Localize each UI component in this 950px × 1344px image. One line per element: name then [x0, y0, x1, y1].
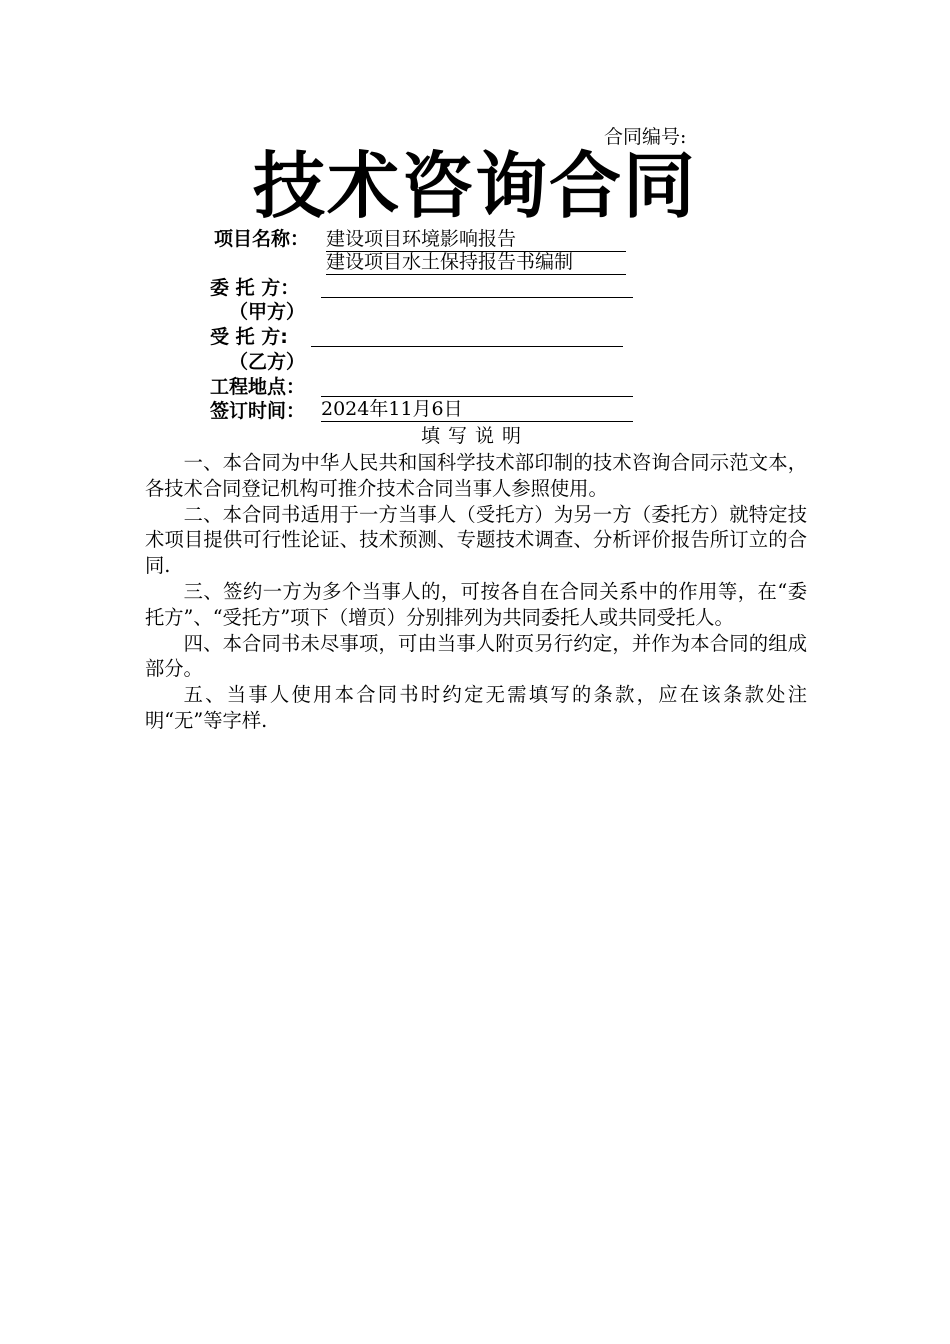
note-item: 二、本合同书适用于一方当事人（受托方）为另一方（委托方）就特定技术项目提供可行性论证、技术预测、专题技术调查、分析评价报告所订立的合同. [145, 502, 807, 578]
contractor-party-b-label: （乙方） [229, 351, 306, 373]
contractor-label: 受 托 方: [210, 326, 288, 348]
sign-date-label: 签订时间： [210, 400, 306, 422]
note-item: 四、本合同书未尽事项，可由当事人附页另行约定，并作为本合同的组成部分。 [145, 631, 807, 681]
notes-title: 填写说明 [420, 425, 529, 447]
sign-date-field: 2024年11月6日 [321, 397, 633, 422]
contractor-field [311, 322, 623, 347]
project-name-label: 项目名称： [214, 228, 310, 250]
location-field [321, 372, 633, 397]
notes-body [145, 450, 807, 734]
note-item: 一、本合同为中华人民共和国科学技术部印制的技术咨询合同示范文本，各技术合同登记机构可推介技术合同当事人参照使用。 [145, 451, 807, 500]
project-name-line-1: 建设项目环境影响报告 [326, 227, 626, 252]
project-name-line-2: 建设项目水土保持报告书编制 [326, 250, 626, 275]
note-item: 五、当事人使用本合同书时约定无需填写的条款，应在该条款处注明“无”等字样. [145, 683, 807, 732]
note-item: 三、签约一方为多个当事人的，可按各自在合同关系中的作用等，在“委托方”、“受托方”项下（增页）分别排列为共同委托人或共同受托人。 [145, 579, 807, 629]
client-label: 委 托 方： [210, 277, 300, 299]
document-title: 技术咨询合同 [252, 143, 697, 228]
contract-number-label: 合同编号: [604, 126, 687, 148]
client-field [321, 273, 633, 298]
client-party-a-label: （甲方） [229, 301, 306, 323]
location-label: 工程地点： [210, 376, 306, 398]
